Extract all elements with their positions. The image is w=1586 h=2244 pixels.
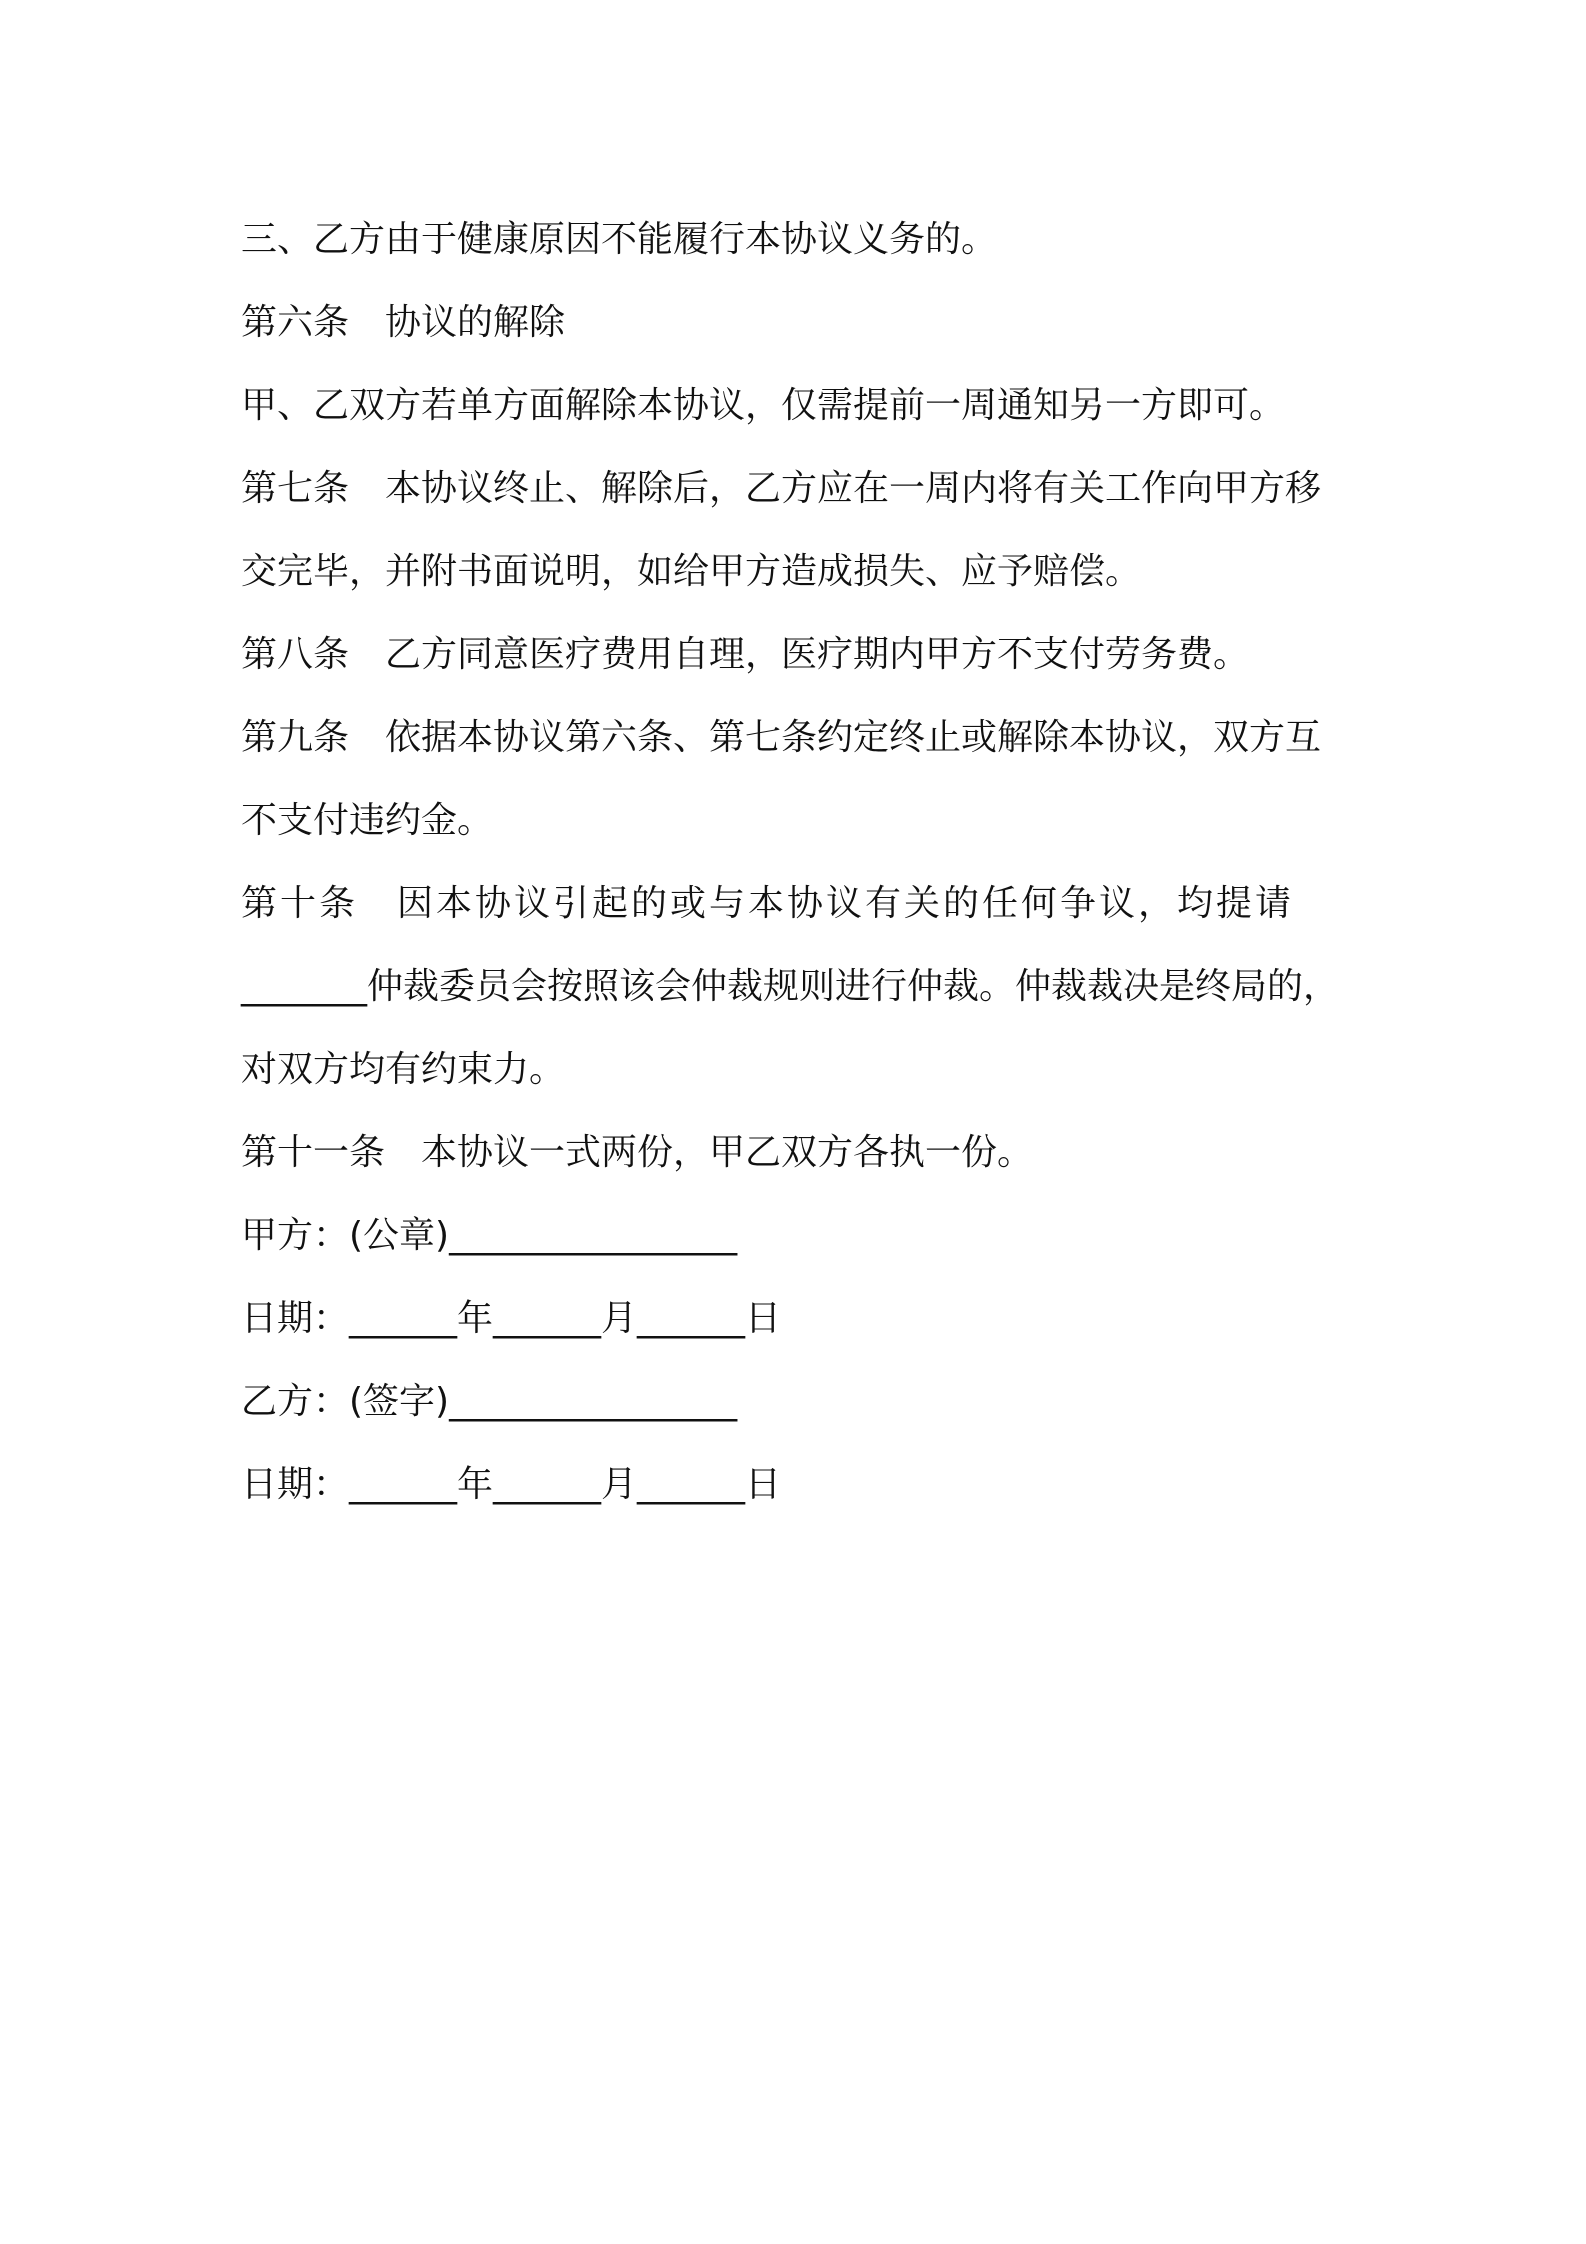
document-body xyxy=(241,198,1381,1526)
party-a-date-line: 日期：______年______月______日 xyxy=(241,1298,782,1339)
article-8-text: 第八条 乙方同意医疗费用自理，医疗期内甲方不支付劳务费。 xyxy=(241,634,1250,675)
article-7-line-2: 交完毕，并附书面说明，如给甲方造成损失、应予赔偿。 xyxy=(241,551,1142,592)
article-10-line-3: 对双方均有约束力。 xyxy=(241,1049,566,1090)
article-10-line-1: 第十条 因本协议引起的或与本协议有关的任何争议，均提请 xyxy=(241,883,1295,924)
party-b-signature-line: 乙方：(签字)________________ xyxy=(241,1381,738,1422)
clause-3-health: 三、乙方由于健康原因不能履行本协议义务的。 xyxy=(241,219,998,260)
article-10-line-2: _______仲裁委员会按照该会仲裁规则进行仲裁。仲裁裁决是终局的， xyxy=(241,966,1340,1007)
party-a-seal-line: 甲方：(公章)________________ xyxy=(241,1215,738,1256)
article-6-title: 第六条 协议的解除 xyxy=(241,302,566,343)
article-6-text: 甲、乙双方若单方面解除本协议，仅需提前一周通知另一方即可。 xyxy=(241,385,1286,426)
article-11-text: 第十一条 本协议一式两份，甲乙双方各执一份。 xyxy=(241,1132,1034,1173)
article-9-line-2: 不支付违约金。 xyxy=(241,800,494,841)
article-7-line-1: 第七条 本协议终止、解除后，乙方应在一周内将有关工作向甲方移 xyxy=(241,468,1322,509)
party-b-date-line: 日期：______年______月______日 xyxy=(241,1464,782,1505)
article-9-line-1: 第九条 依据本协议第六条、第七条约定终止或解除本协议，双方互 xyxy=(241,717,1322,758)
